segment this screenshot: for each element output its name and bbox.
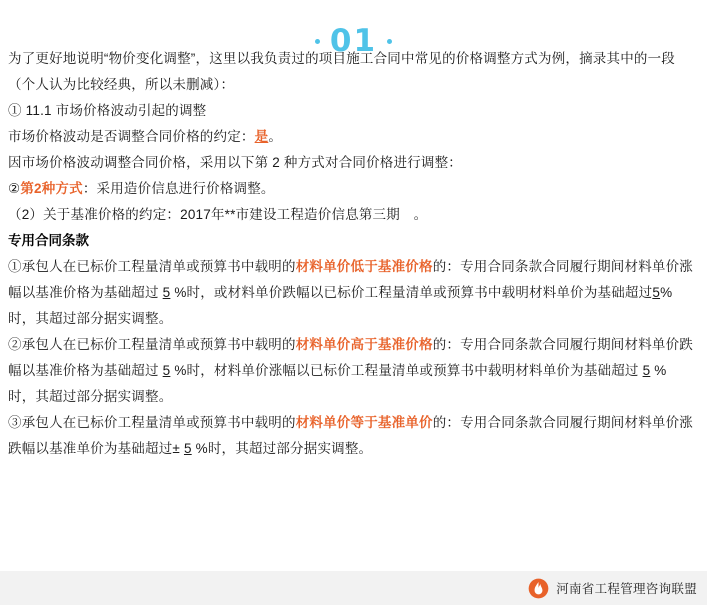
special-terms-title: 专用合同条款 (8, 233, 89, 248)
clause2-underline-1: 5 (162, 363, 171, 378)
clause1-part3: %时，或材料单价跌幅以已标价工程量清单或预算书中载明材料单价为基础超过 (170, 285, 653, 300)
item1-line1-suffix: 。 (268, 129, 283, 144)
clause2-part4: %时，其超过部分据实调整。 (8, 363, 667, 404)
clause2-part3: %时，材料单价涨幅以已标价工程量清单或预算书中载明材料单价为基础超过 (170, 363, 643, 378)
clause-item1-title: ① 11.1 市场价格波动引起的调整 (8, 103, 207, 118)
item2-rest: ：采用造价信息进行价格调整。 (82, 181, 275, 196)
section-number: 01 (329, 23, 378, 59)
clause1-highlight: 材料单价低于基准价格 (295, 259, 433, 274)
document-content (0, 46, 707, 462)
clause1-underline-1: 5 (162, 285, 171, 300)
clause1-underline-2: 5 (652, 285, 661, 300)
clause1-part1: 承包人在已标价工程量清单或预算书中载明的 (21, 259, 296, 274)
intro-paragraph: 为了更好地说明“物价变化调整”，这里以我负责过的项目施工合同中常见的价格调整方式为例，摘录其中的一段（个人认为比较经典，所以未删减）： (8, 51, 675, 92)
item1-line1-prefix: 市场价格波动是否调整合同价格的约定： (8, 129, 255, 144)
right-dot-icon (387, 39, 392, 44)
clause3-highlight: 材料单价等于基准单价 (295, 415, 433, 430)
clause1-part2: 的：专用合同条款合同履行期间材料单价涨幅以基准价格为基础超过 (8, 259, 694, 300)
clause3-part3: %时，其超过部分据实调整。 (191, 441, 373, 456)
footer-label: 河南省工程管理咨询联盟 (556, 582, 697, 596)
clause3-part1: 承包人在已标价工程量清单或预算书中载明的 (21, 415, 296, 430)
page-header-ornament (0, 0, 707, 59)
footer-bar (0, 571, 707, 605)
orange-flame-logo-icon (528, 578, 549, 599)
item1-line1-value: 是 (254, 129, 269, 144)
clause3-underline-1: 5 (183, 441, 192, 456)
clause3-marker: ③ (8, 415, 22, 430)
clause1-marker: ① (8, 259, 22, 274)
item2-highlight: 第2种方式 (20, 181, 83, 196)
clause-3 (8, 410, 693, 462)
clause-item2-line (8, 176, 693, 202)
clause1-part4: %时，其超过部分据实调整。 (8, 285, 673, 326)
clause2-underline-2: 5 (642, 363, 651, 378)
clause-item2-sub: （2）关于基准价格的约定：2017年**市建设工程造价信息第三期 。 (8, 207, 428, 222)
clause-item1-line1 (8, 124, 693, 150)
clause2-part1: 承包人在已标价工程量清单或预算书中载明的 (21, 337, 296, 352)
clause3-part2: 的：专用合同条款合同履行期间材料单价涨跌幅以基准单价为基础超过± (8, 415, 694, 456)
clause-item1-line2: 因市场价格波动调整合同价格，采用以下第 2 种方式对合同价格进行调整： (8, 155, 463, 170)
clause-2 (8, 332, 693, 410)
clause2-highlight: 材料单价高于基准价格 (295, 337, 433, 352)
clause-1 (8, 254, 693, 332)
clause2-marker: ② (8, 337, 22, 352)
left-dot-icon (315, 39, 320, 44)
clause2-part2: 的：专用合同条款合同履行期间材料单价跌幅以基准价格为基础超过 (8, 337, 694, 378)
item2-marker: ② (8, 181, 21, 196)
